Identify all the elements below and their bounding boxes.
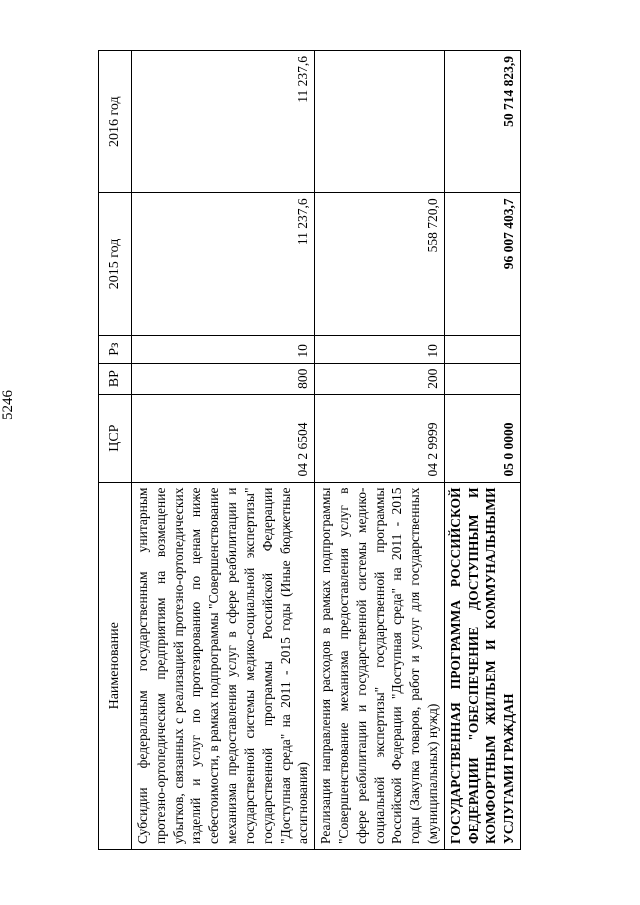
row-2016: 50 714 823,9 bbox=[444, 51, 520, 193]
row-rz: 10 bbox=[132, 335, 315, 363]
row-name: ГОСУДАРСТВЕННАЯ ПРОГРАММА РОССИЙСКОЙ ФЕДЕРАЦИИ "ОБЕСПЕЧЕНИЕ ДОСТУПНЫМ И КОМФОРТНЫМ ЖИЛЬЕМ И КОММУНАЛЬНЫМИ УСЛУГАМИ ГРАЖДАН bbox=[444, 482, 520, 849]
row-rz bbox=[444, 335, 520, 363]
row-vr bbox=[444, 363, 520, 394]
header-rz: Рз bbox=[99, 335, 132, 363]
table-row bbox=[444, 51, 520, 850]
table-row bbox=[315, 51, 445, 850]
rotated-table-container bbox=[98, 50, 608, 850]
row-2015: 11 237,6 bbox=[132, 193, 315, 335]
row-2016 bbox=[315, 51, 445, 193]
header-name: Наименование bbox=[99, 482, 132, 849]
row-vr: 200 bbox=[315, 363, 445, 394]
row-csr: 05 0 0000 bbox=[444, 394, 520, 482]
row-csr: 04 2 9999 bbox=[315, 394, 445, 482]
row-2015: 558 720,0 bbox=[315, 193, 445, 335]
row-2015: 96 007 403,7 bbox=[444, 193, 520, 335]
header-csr: ЦСР bbox=[99, 394, 132, 482]
header-2016: 2016 год bbox=[99, 51, 132, 193]
row-2016: 11 237,6 bbox=[132, 51, 315, 193]
budget-table bbox=[98, 50, 521, 850]
row-csr: 04 2 6504 bbox=[132, 394, 315, 482]
row-vr: 800 bbox=[132, 363, 315, 394]
table-row bbox=[132, 51, 315, 850]
row-name: Субсидии федеральным государственным унитарным протезно-ортопедическим предприятиям на возмещение убытков, связанных с реализацией протезно-ортопедических изделий и услуг по протезированию по ценам ниже себестоимости, в рамках подпрограммы "Совершенствование механизма предоставления услуг в сфере реабилитации и государственной системы медико-социальной экспертизы" государственной программы Российской Федерации "Доступная среда" на 2011 - 2015 годы (Иные бюджетные ассигнования) bbox=[132, 482, 315, 849]
table-header-row bbox=[99, 51, 132, 850]
header-2015: 2015 год bbox=[99, 193, 132, 335]
row-name: Реализация направления расходов в рамках подпрограммы "Совершенствование механизма предоставления услуг в сфере реабилитации и государственной системы медико-социальной экспертизы" государственной программы Российской Федерации "Доступная среда" на 2011 - 2015 годы (Закупка товаров, работ и услуг для государственных (муниципальных) нужд) bbox=[315, 482, 445, 849]
page-number: 5246 bbox=[0, 390, 16, 420]
header-vr: ВР bbox=[99, 363, 132, 394]
row-rz: 10 bbox=[315, 335, 445, 363]
